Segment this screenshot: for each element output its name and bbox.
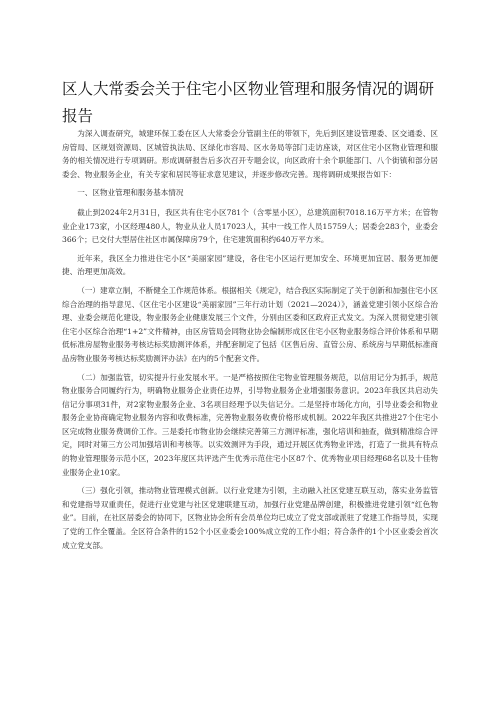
intro-paragraph: 为深入调查研究，城建环保工委在区人大常委会分管副主任的带领下，先后到区建设管理委、区交通委、区房管局、区规划资源局、区城管执法局、区绿化市容局、区水务局等部门走访座谈，对区住宅小区物业管理和服务的相关情况进行专项调研。形成调研报告后多次召开专题会议，向区政府十余个职能部门、八个街镇和部分居委会、物业服务企业，有关专家和居民等征求意见建议，并逐步修改完善。现将调研成果报告如下： xyxy=(62,129,438,179)
body-paragraph: （一）建章立制，不断健全工作规范体系。根据相关《规定》，结合我区实际制定了关于创新和加强住宅小区综合治理的指导意见、《区住宅小区建设“美丽家园”三年行动计划（2021—2024）》，涵盖党建引领小区综合治理、业委会规范化建设，物业服务企业健康发展三个文件，分别由区委和区政府正式发文。为深入贯彻党建引领住宅小区综合治理“1+2”文件精神，由区房管局会同物业协会编制形成区住宅小区物业服务综合评价体系和早期低标准房屋物业服务考核达标奖励测评体系，并配套制定了包括《区售后房、直管公房、系统房与早期低标准商品房物业服务考核达标奖励测评办法》在内的5个配套文件。 xyxy=(62,285,438,363)
document-body xyxy=(62,127,438,557)
section-heading: 一、区物业管理和服务基本情况 xyxy=(77,188,184,198)
body-paragraph: （二）加强监管，切实提升行业发展水平。一是严格按照住宅物业管理服务规范，以信用记分为抓手，规范物业服务合同履约行为，明确物业服务企业责任边界，引导物业服务企业增强服务意识。2023年我区共启动失信记分事项31件，对2家物业服务企业、3名项目经理予以失信记分。二是坚持市场化方向，引导业委会和物业服务企业协商确定物业服务内容和收费标准，完善物业服务收费价格形成机制。2022年我区共推进27个住宅小区完成物业服务费调价工作。三是委托市物业协会继续完善第三方测评标准，强化培训和抽查，做到精准综合评定，同时对第三方公司加强培训和考核等。以实效测评为手段，通过开展区优秀物业评选，打造了一批具有特点的物业管理服务示范小区，2023年度区共评选产生优秀示范住宅小区87个、优秀物业项目经理68名以及十佳物业服务企业10家。 xyxy=(62,372,438,477)
body-paragraph: 近年来，我区全力推进住宅小区“美丽家园”建设，各住宅小区运行更加安全、环境更加宜居、服务更加便捷、治理更加高效。 xyxy=(62,253,438,277)
body-paragraph: 截止到2024年2月31日，我区共有住宅小区781个（含零星小区），总建筑面积7018.16万平方米；在管物业企业173家，小区经理480人，物业从业人员17023人，其中一线工作人员15759人；居委会283个，业委会366个；已交付大型居住社区市属保障房79个，住宅建筑面积约640万平方米。 xyxy=(62,207,438,245)
document-title: 区人大常委会关于住宅小区物业管理和服务情况的调研报告 xyxy=(62,80,435,125)
body-paragraph: （三）强化引领，推动物业管理模式创新。以行业党建为引领，主动融入社区党建互联互动，落实业务监管和党建指导双重责任，促进行业党建与社区党建联建互动，加强行业党建品牌创建，积极推进党建引领“红色物业”。目前，在社区居委会的协同下，区物业协会所有会员单位均已成立了党支部或派驻了党建工作指导员，实现了党的工作全覆盖。全区符合条件的152个小区业委会100%成立党的工作小组；符合条件的1个小区业委会首次成立党支部。 xyxy=(62,486,438,550)
